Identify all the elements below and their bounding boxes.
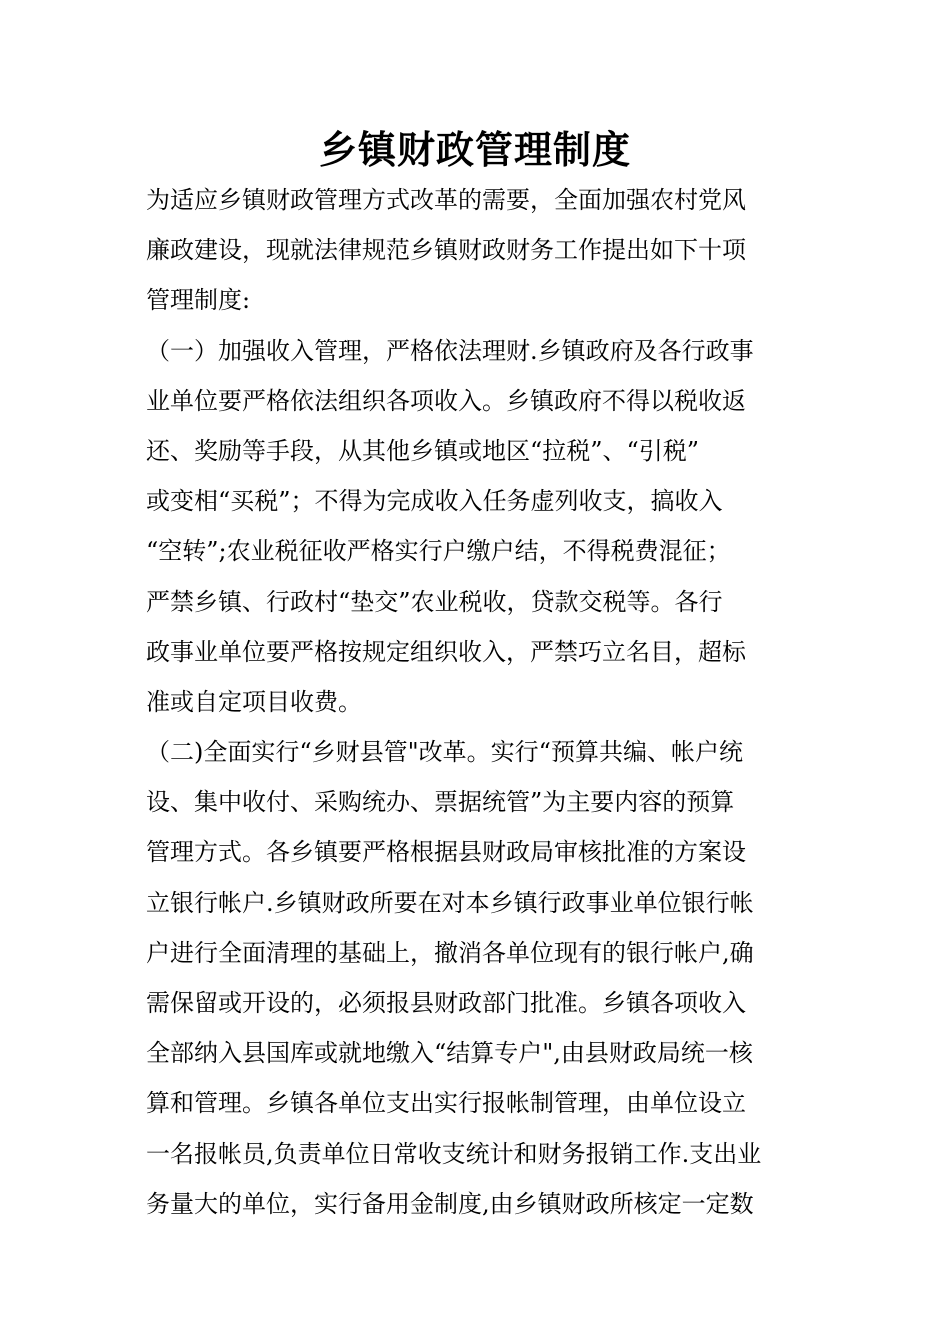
text-line: 全部纳入县国库或就地缴入“结算专户",由县财政局统一核 [146, 1039, 753, 1068]
text-line: 业单位要严格依法组织各项收入。乡镇政府不得以税收返 [146, 386, 746, 415]
text-line: 或变相“买税”；不得为完成收入任务虚列收支，搞收入 [146, 487, 723, 516]
text-line: 设、集中收付、采购统办、票据统管”为主要内容的预算 [146, 788, 735, 817]
text-line: 立银行帐户.乡镇财政所要在对本乡镇行政事业单位银行帐 [146, 888, 754, 917]
text-line: 一名报帐员,负责单位日常收支统计和财务报销工作.支出业 [146, 1139, 762, 1168]
text-line: 准或自定项目收费。 [146, 687, 362, 716]
text-line: 廉政建设，现就法律规范乡镇财政财务工作提出如下十项 [146, 236, 746, 265]
text-line: （一）加强收入管理，严格依法理财.乡镇政府及各行政事 [146, 336, 754, 365]
text-line: 管理制度: [146, 286, 251, 315]
text-line: 需保留或开设的，必须报县财政部门批准。乡镇各项收入 [146, 989, 746, 1017]
text-line: 为适应乡镇财政管理方式改革的需要，全面加强农村党风 [146, 186, 746, 214]
text-line: 还、奖励等手段，从其他乡镇或地区“拉税”、“引税” [146, 436, 700, 465]
text-line: 严禁乡镇、行政村“垫交”农业税收，贷款交税等。各行 [146, 587, 723, 616]
text-line: 政事业单位要严格按规定组织收入，严禁巧立名目，超标 [146, 637, 746, 666]
text-line: 算和管理。乡镇各单位支出实行报帐制管理，由单位设立 [146, 1089, 746, 1118]
text-line: “空转”;农业税征收严格实行户缴户结，不得税费混征； [146, 537, 731, 566]
document-title: 乡镇财政管理制度 [318, 127, 631, 172]
text-line: 户进行全面清理的基础上，撤消各单位现有的银行帐户,确 [146, 938, 754, 967]
text-line: （二)全面实行“乡财县管"改革。实行“预算共编、帐户统 [146, 738, 743, 767]
text-line: 务量大的单位，实行备用金制度,由乡镇财政所核定一定数 [146, 1189, 754, 1218]
document-body [146, 175, 806, 1229]
text-line: 管理方式。各乡镇要严格根据县财政局审核批准的方案设 [146, 838, 746, 867]
